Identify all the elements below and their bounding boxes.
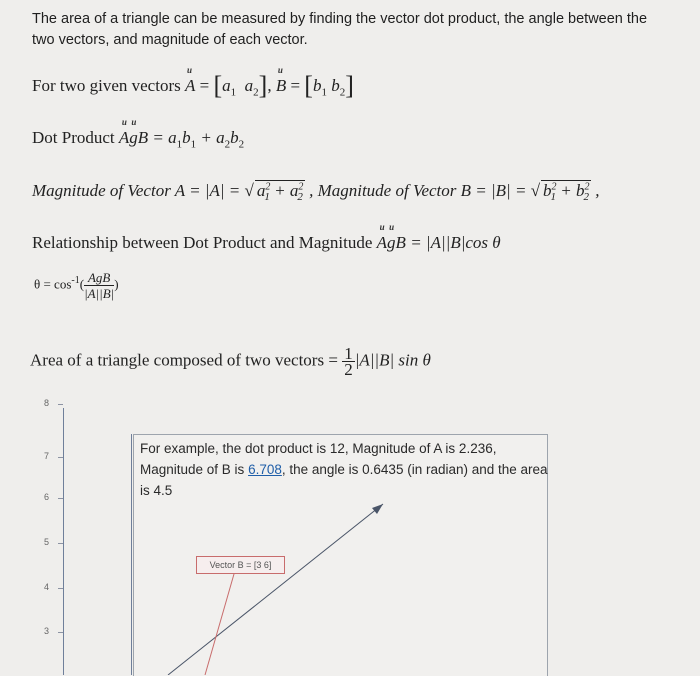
area-formula-line: Area of a triangle composed of two vectors = $\frac{1}{2}$ |A||B| sin θ [30,344,431,379]
vector-b-label: Vector B = [3 6] [196,556,285,574]
intro-paragraph: The area of a triangle can be measured by finding the vector dot product, the angle between the two vectors, and magnitude of each vector. [32,11,648,48]
magnitude-b-radicand: $b^2_1 + b^2_2$ [543,181,590,204]
vector-b-symbol: u B [275,65,287,95]
example-callout-text: For example, the dot product is 12, Magnitude of A is 2.236, Magnitude of B is 6.708, the angle is 0.6435 (in radian) and the area is 4.5 [140,441,548,498]
theta-formula: $\theta = \cos^{-1}$( $\frac{\text{AgB}}{|A||B|}$ ) [34,270,119,301]
dot-product-label: Dot Product [32,128,119,147]
y-tick-label: 6 [44,492,50,502]
y-tick-label: 8 [44,398,50,408]
relationship-label: Relationship between Dot Product and Magnitude [32,233,377,252]
highlighted-value: 6.708 [248,462,282,477]
y-tick-label: 4 [44,582,50,592]
magnitude-a-radicand: $a^2_1 + a^2_2$ [256,181,304,204]
area-label: Area of a triangle composed of two vectors = [30,350,343,370]
magnitude-b-label: Magnitude of Vector B = |B| = [317,181,531,200]
relationship-line: Relationship between Dot Product and Magnitude u u AgB = |A||B|cos θ [32,222,501,252]
given-prefix: For two given vectors [32,76,185,95]
given-vectors-line: For two given vectors u $A = [a_1$ $a_2$], u $B = [b_1$ $b_2$] [32,65,354,100]
y-tick-label: 5 [44,537,50,547]
dot-product-line: Dot Product u u AgB = $a_1b_1 + a_2b_2$ [32,117,245,151]
magnitude-line: Magnitude of Vector A = |A| = √ $a^2_1 + a^2_2$ , Magnitude of Vector B = |B| = √ $b^2_1 + b^2_2$ , [32,181,600,204]
y-tick-label: 7 [44,451,50,461]
magnitude-a-label: Magnitude of Vector A = |A| = [32,181,245,200]
vector-a-symbol: u A [184,65,196,95]
y-tick-label: 3 [44,626,50,636]
